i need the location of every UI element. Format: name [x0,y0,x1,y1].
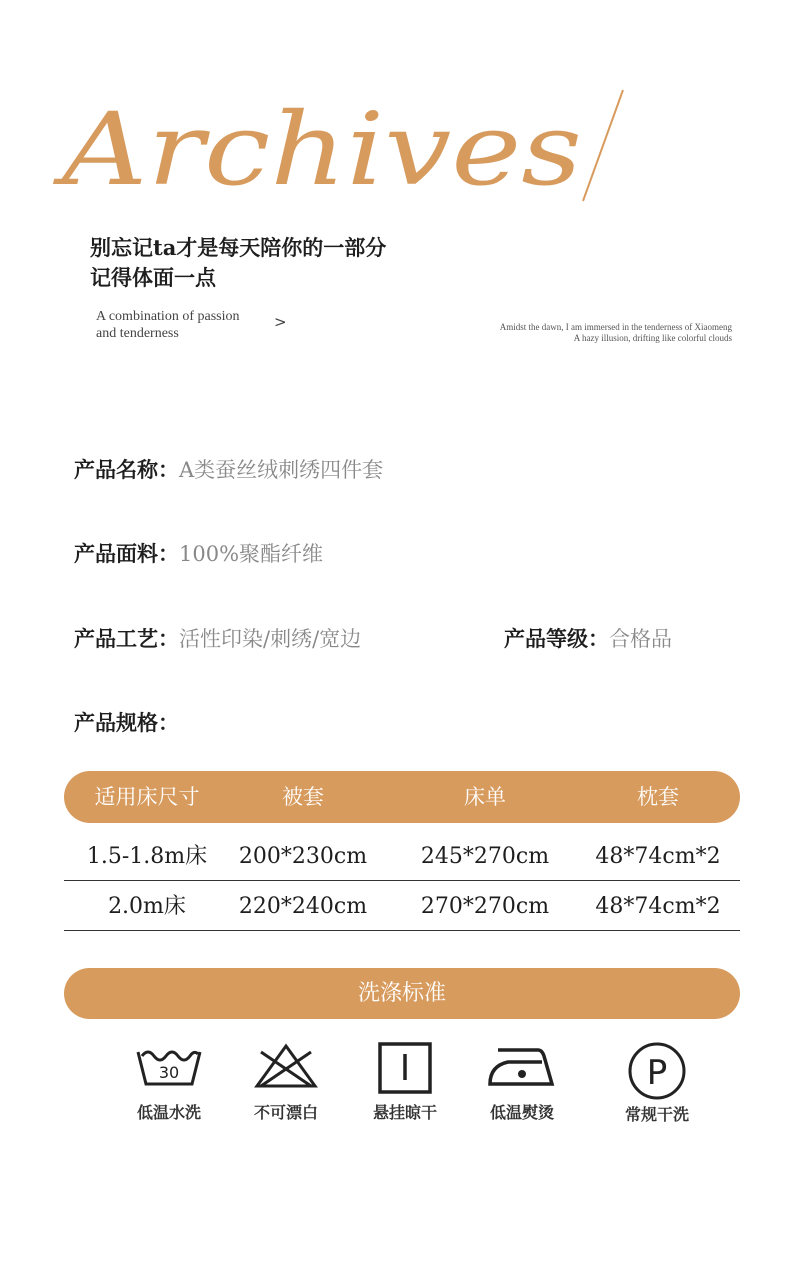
product-fabric-value: 100%聚酯纤维 [179,542,324,566]
spec-cell-pillow: 48*74cm*2 [595,894,721,919]
product-grade-value: 合格品 [609,627,672,651]
spec-header-duvet: 被套 [282,785,324,809]
product-craft-row [74,623,361,653]
brand-wordmark [0,70,790,220]
product-spec-label: 产品规格： [74,710,179,735]
quote-line-2: A hazy illusion, drifting like colorful clouds [573,333,732,343]
tagline-line-1: A combination of passion [96,309,240,324]
spec-cell-size: 1.5-1.8m床 [86,844,208,869]
care-item-iron [467,1040,577,1123]
tagline [96,308,240,342]
care-label-bleach: 不可漂白 [253,1103,318,1122]
quote-line-1: Amidst the dawn, I am immersed in the tenderness of Xiaomeng [499,322,732,332]
spec-header-pillow: 枕套 [637,785,679,809]
low-iron-icon [484,1040,560,1090]
product-fabric-label: 产品面料： [74,541,179,566]
care-label-wash: 低温水洗 [136,1103,201,1122]
slogan-line-1: 别忘记ta才是每天陪你的一部分 [90,235,387,260]
product-grade-row [504,623,672,653]
spec-cell-duvet: 220*240cm [238,894,368,919]
care-item-hang [350,1040,460,1123]
care-label-iron: 低温熨烫 [489,1103,554,1122]
spec-cell-sheet: 245*270cm [420,844,550,869]
dry-clean-p-icon [622,1040,692,1100]
wash-30-icon [134,1040,204,1090]
spec-header-size: 适用床尺寸 [94,785,200,809]
product-grade-label: 产品等级： [504,626,609,651]
product-fabric-row [74,538,323,568]
spec-cell-pillow: 48*74cm*2 [595,844,721,869]
chevron-right-icon: > [274,313,287,331]
spec-table-row [64,880,740,931]
brand-slash [583,90,623,201]
hang-dry-icon [370,1040,440,1096]
product-name-value: A类蚕丝绒刺绣四件套 [179,458,384,482]
product-spec-row [74,707,179,737]
care-label-dryclean: 常规干洗 [624,1105,689,1124]
care-label-hang: 悬挂晾干 [372,1103,437,1122]
spec-table-header [64,771,740,823]
care-title: 洗涤标准 [64,968,740,1019]
spec-cell-sheet: 270*270cm [420,894,550,919]
spec-cell-duvet: 200*230cm [238,844,368,869]
quote [440,322,732,344]
product-craft-label: 产品工艺： [74,626,179,651]
product-name-row [74,454,383,484]
product-name-label: 产品名称： [74,457,179,482]
wash-temp: 30 [158,1063,180,1082]
product-craft-value: 活性印染/刺绣/宽边 [179,627,362,651]
spec-cell-size: 2.0m床 [108,894,186,919]
spec-table-row [64,830,740,881]
no-bleach-icon [251,1040,321,1090]
dry-clean-letter: P [646,1053,668,1093]
brand-name: Archives [52,91,583,208]
care-item-wash [114,1040,224,1123]
spec-header-sheet: 床单 [464,785,506,809]
tagline-line-2: and tenderness [96,326,179,341]
care-item-dryclean [602,1040,712,1125]
slogan-line-2: 记得体面一点 [90,265,216,290]
care-item-bleach [231,1040,341,1123]
